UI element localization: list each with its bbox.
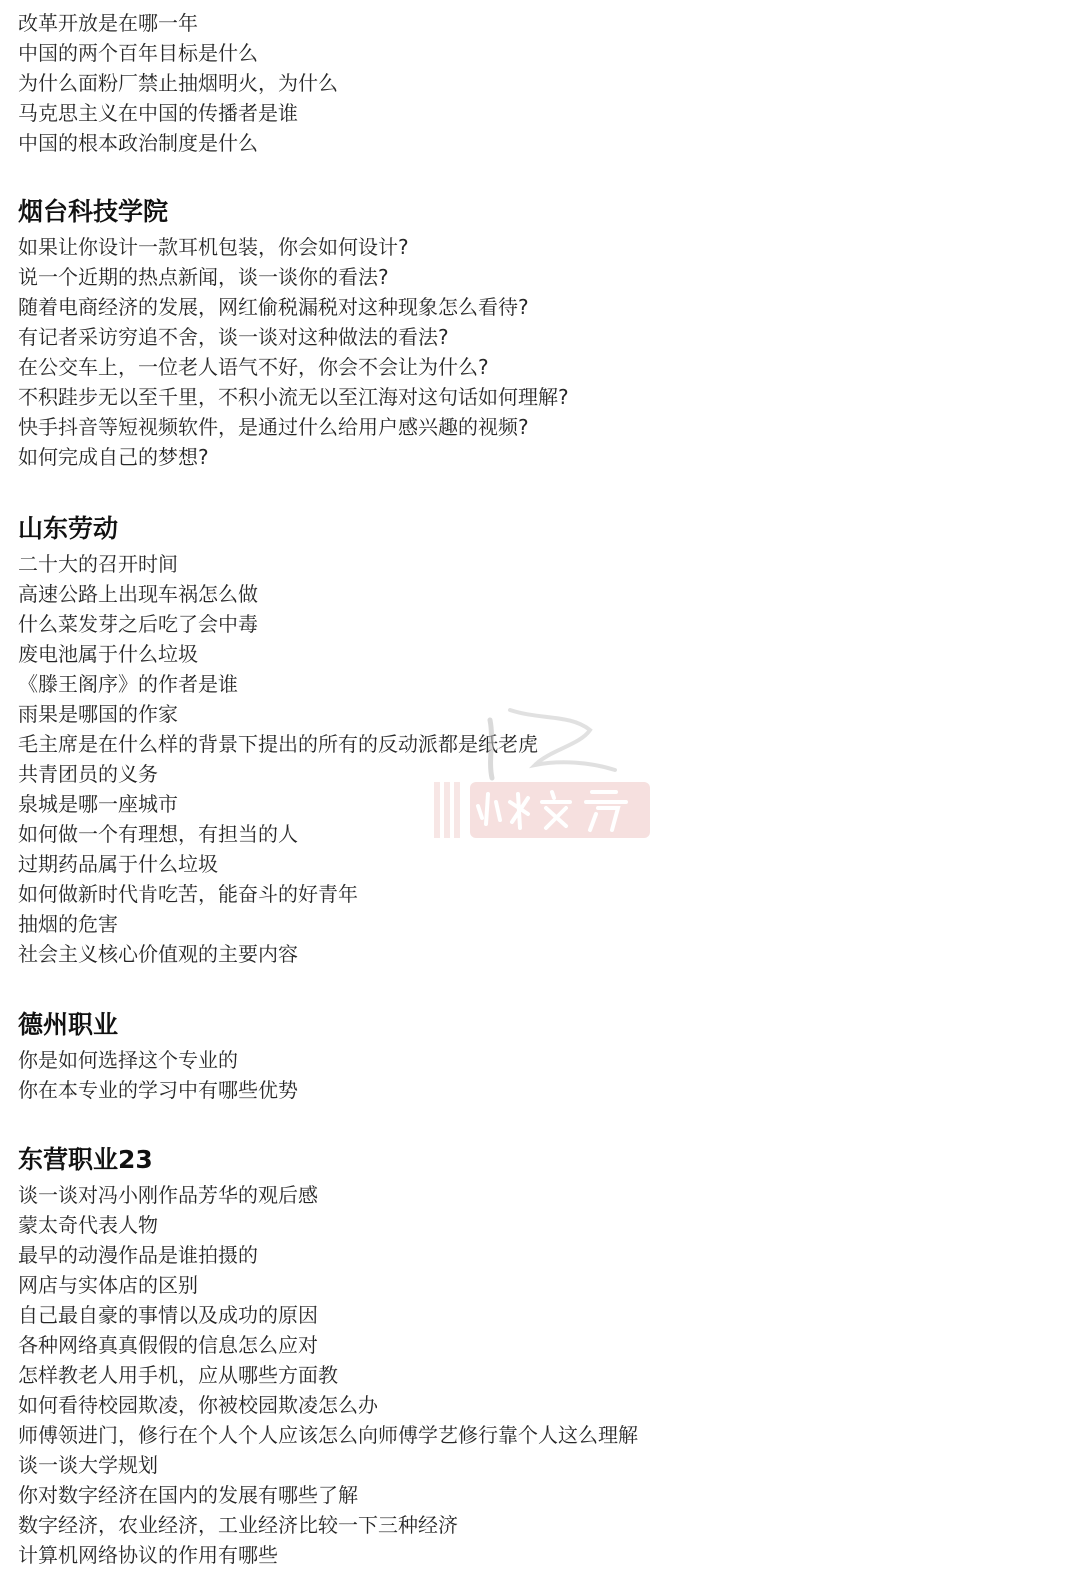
list-item: 泉城是哪一座城市	[18, 792, 178, 816]
section-dongying	[18, 1144, 1058, 1570]
section-heading: 东营职业23	[18, 1145, 153, 1174]
list-item: 你是如何选择这个专业的	[18, 1048, 238, 1072]
list-item: 快手抖音等短视频软件，是通过什么给用户感兴趣的视频?	[18, 415, 529, 439]
question-list	[18, 1045, 1058, 1105]
list-item: 说一个近期的热点新闻，谈一谈你的看法?	[18, 265, 389, 289]
list-item: 什么菜发芽之后吃了会中毒	[18, 612, 258, 636]
list-item: 各种网络真真假假的信息怎么应对	[18, 1333, 318, 1357]
list-item: 师傅领进门，修行在个人个人应该怎么向师傅学艺修行靠个人这么理解	[18, 1423, 638, 1447]
list-item: 废电池属于什么垃圾	[18, 642, 198, 666]
list-item: 不积跬步无以至千里，不积小流无以至江海对这句话如何理解?	[18, 385, 569, 409]
list-item: 马克思主义在中国的传播者是谁	[18, 101, 298, 125]
list-item: 社会主义核心价值观的主要内容	[18, 942, 298, 966]
question-list	[18, 8, 1058, 158]
list-item: 蒙太奇代表人物	[18, 1213, 158, 1237]
section-shandong-labor	[18, 513, 1058, 969]
section-dezhou	[18, 1009, 1058, 1105]
list-item: 二十大的召开时间	[18, 552, 178, 576]
list-item: 数字经济，农业经济，工业经济比较一下三种经济	[18, 1513, 458, 1537]
list-item: 如果让你设计一款耳机包装，你会如何设计?	[18, 235, 409, 259]
list-item: 如何做一个有理想，有担当的人	[18, 822, 298, 846]
question-list	[18, 232, 1058, 472]
list-item: 雨果是哪国的作家	[18, 702, 178, 726]
list-item: 自己最自豪的事情以及成功的原因	[18, 1303, 318, 1327]
list-item: 共青团员的义务	[18, 762, 158, 786]
section-yantai	[18, 196, 1058, 472]
list-item: 如何看待校园欺凌，你被校园欺凌怎么办	[18, 1393, 378, 1417]
section-intro	[18, 8, 1058, 158]
list-item: 如何做新时代肯吃苦，能奋斗的好青年	[18, 882, 358, 906]
list-item: 网店与实体店的区别	[18, 1273, 198, 1297]
list-item: 中国的两个百年目标是什么	[18, 41, 258, 65]
list-item: 在公交车上，一位老人语气不好，你会不会让为什么?	[18, 355, 489, 379]
list-item: 怎样教老人用手机，应从哪些方面教	[18, 1363, 338, 1387]
list-item: 毛主席是在什么样的背景下提出的所有的反动派都是纸老虎	[18, 732, 538, 756]
list-item: 抽烟的危害	[18, 912, 118, 936]
list-item: 高速公路上出现车祸怎么做	[18, 582, 258, 606]
list-item: 计算机网络协议的作用有哪些	[18, 1543, 278, 1567]
list-item: 如何完成自己的梦想?	[18, 445, 209, 469]
list-item: 你对数字经济在国内的发展有哪些了解	[18, 1483, 358, 1507]
list-item: 有记者采访穷追不舍，谈一谈对这种做法的看法?	[18, 325, 449, 349]
list-item: 谈一谈大学规划	[18, 1453, 158, 1477]
list-item: 过期药品属于什么垃圾	[18, 852, 218, 876]
list-item: 为什么面粉厂禁止抽烟明火，为什么	[18, 71, 338, 95]
list-item: 你在本专业的学习中有哪些优势	[18, 1078, 298, 1102]
list-item: 最早的动漫作品是谁拍摄的	[18, 1243, 258, 1267]
list-item: 《滕王阁序》的作者是谁	[18, 672, 238, 696]
section-heading: 德州职业	[18, 1010, 119, 1039]
list-item: 谈一谈对冯小刚作品芳华的观后感	[18, 1183, 318, 1207]
list-item: 中国的根本政治制度是什么	[18, 131, 258, 155]
section-heading: 山东劳动	[18, 514, 119, 543]
list-item: 改革开放是在哪一年	[18, 11, 198, 35]
question-list	[18, 1180, 1058, 1570]
question-list	[18, 549, 1058, 969]
section-heading: 烟台科技学院	[18, 197, 169, 226]
list-item: 随着电商经济的发展，网红偷税漏税对这种现象怎么看待?	[18, 295, 529, 319]
